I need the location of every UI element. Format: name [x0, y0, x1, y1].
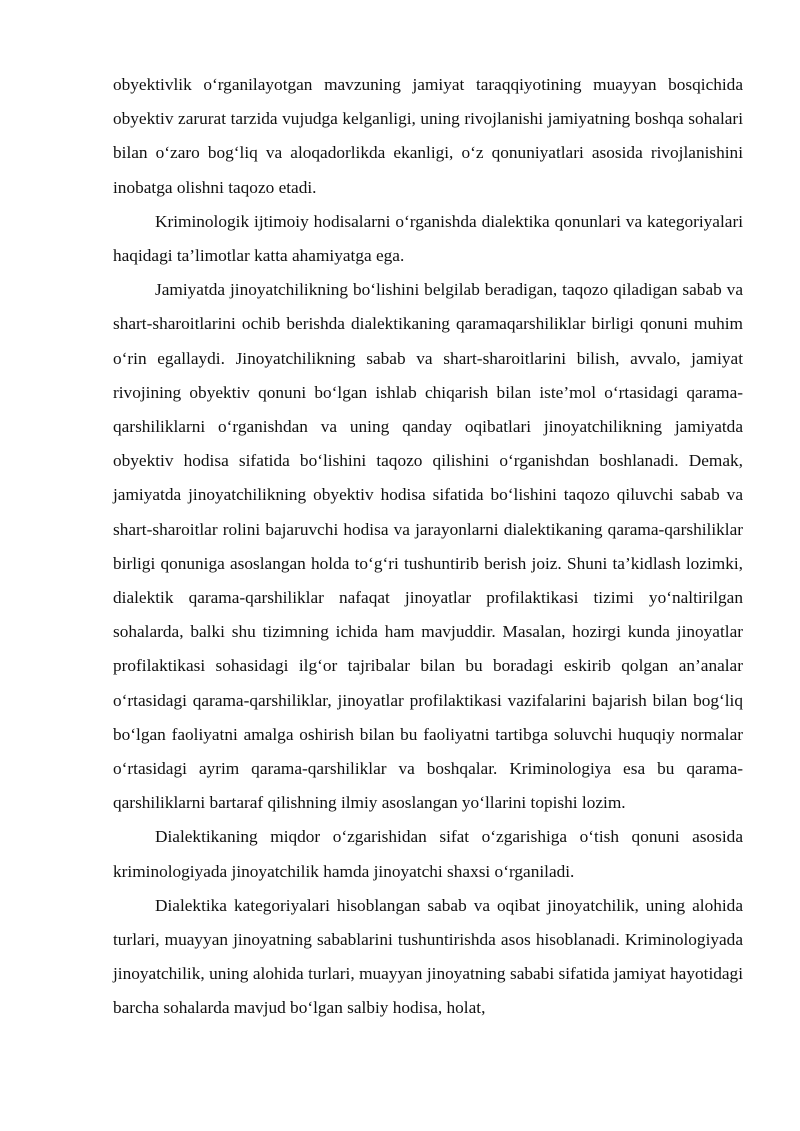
paragraph-quantity-quality: Dialektikaning miqdor o‘zgarishidan sifat o‘zgarishiga o‘tish qonuni asosida kriminologiyada jinoyatchilik hamda jinoyatchi shaxsi o‘rganiladi.	[113, 827, 743, 881]
document-page	[113, 68, 743, 1026]
paragraph-continuation: obyektivlik o‘rganilayotgan mavzuning jamiyat taraqqiyotining muayyan bosqichida obyektiv zarurat tarzida vujudga kelganligi, uning rivojlanishi jamiyatning boshqa sohalari bilan o‘zaro bog‘liq va aloqadorlikda ekanligi, o‘z qonuniyatlari asosida rivojlanishini inobatga olishni taqozo etadi.	[113, 75, 743, 197]
paragraph-cause-effect: Dialektika kategoriyalari hisoblangan sabab va oqibat jinoyatchilik, uning alohida turlari, muayyan jinoyatning sabablarini tushuntirishda asos hisoblanadi. Kriminologiyada jinoyatchilik, uning alohida turlari, muayyan jinoyatning sababi sifatida jamiyat hayotidagi barcha sohalarda mavjud bo‘lgan salbiy hodisa, holat,	[113, 895, 743, 1018]
paragraph-unity-of-opposites: Jamiyatda jinoyatchilikning bo‘lishini belgilab beradigan, taqozo qiladigan sabab va shart-sharoitlarini ochib berishda dialektikaning qaramaqarshiliklar birligi qonuni muhim o‘rin egallaydi. Jinoyatchilikning sabab va shart-sharoitlarini bilish, avvalo, jamiyat rivojining obyektiv qonuni bo‘lgan ishlab chiqarish bilan iste’mol o‘rtasidagi qarama-qarshiliklarni o‘rganishdan va uning qanday oqibatlari jinoyatchilikning jamiyatda obyektiv hodisa sifatida bo‘lishini taqozo qilishini o‘rganishdan boshlanadi. Demak, jamiyatda jinoyatchilikning obyektiv hodisa sifatida bo‘lishini taqozo qiluvchi sabab va shart-sharoitlar rolini bajaruvchi hodisa va jarayonlarni dialektikaning qarama-qarshiliklar birligi qonuniga asoslangan holda to‘g‘ri tushuntirib berish joiz. Shuni ta’kidlash lozimki, dialektik qarama-qarshiliklar nafaqat jinoyatlar profilaktikasi tizimi yo‘naltirilgan sohalarda, balki shu tizimning ichida ham mavjuddir. Masalan, hozirgi kunda jinoyatlar profilaktikasi sohasidagi ilg‘or tajribalar bilan bu boradagi eskirib qolgan an’analar o‘rtasidagi qarama-qarshiliklar, jinoyatlar profilaktikasi vazifalarini bajarish bilan bog‘liq bo‘lgan faoliyatni amalga oshirish bilan bu faoliyatni tartibga soluvchi huquqiy normalar o‘rtasidagi ayrim qarama-qarshiliklar va boshqalar. Kriminologiya esa bu qarama-qarshiliklarni bartaraf qilishning ilmiy asoslangan yo‘llarini topishi lozim.	[113, 280, 743, 813]
paragraph-dialectics-laws: Kriminologik ijtimoiy hodisalarni o‘rganishda dialektika qonunlari va kategoriyalari haqidagi ta’limotlar katta ahamiyatga ega.	[113, 211, 743, 266]
